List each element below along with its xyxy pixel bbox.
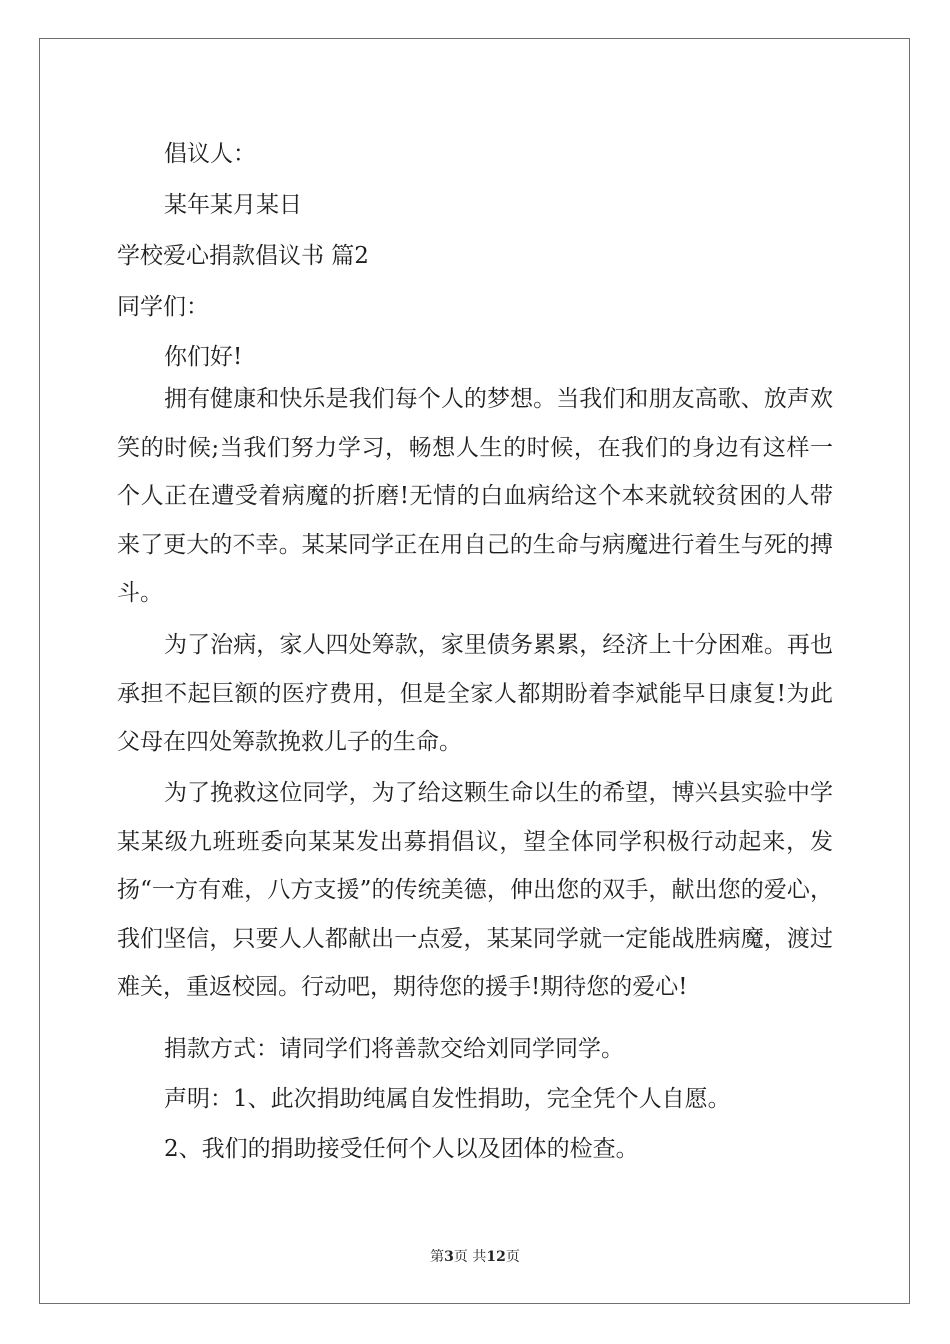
paragraph-1: 拥有健康和快乐是我们每个人的梦想。当我们和朋友高歌、放声欢笑的时候;当我们努力学习，畅想人生的时候，在我们的身边有这样一个人正在遭受着病魔的折磨!无情的白血病给这个本来就较贫困的人带来了更大的不幸。某某同学正在用自己的生命与病魔进行着生与死的搏斗。 <box>117 386 833 606</box>
proposer-line: 倡议人： <box>164 141 256 167</box>
footer-page-number: 3 <box>444 1249 454 1265</box>
date-line: 某年某月某日 <box>164 192 302 218</box>
salutation: 同学们： <box>117 294 209 320</box>
greeting: 你们好! <box>164 344 243 370</box>
footer-total-pages: 12 <box>486 1249 506 1265</box>
statement-2: 2、我们的捐助接受任何个人以及团体的检查。 <box>164 1136 639 1162</box>
page-footer <box>0 1246 950 1266</box>
section-title: 学校爱心捐款倡议书 篇2 <box>117 243 369 269</box>
statement-1: 声明：1、此次捐助纯属自发性捐助，完全凭个人自愿。 <box>164 1086 731 1112</box>
footer-page-mid: 页 共 <box>453 1249 487 1265</box>
donation-method: 捐款方式：请同学们将善款交给刘同学同学。 <box>164 1036 624 1062</box>
footer-page-suffix: 页 <box>505 1249 520 1265</box>
paragraph-3: 为了挽救这位同学，为了给这颗生命以生的希望，博兴县实验中学某某级九班班委向某某发出募捐倡议，望全体同学积极行动起来，发扬“一方有难，八方支援”的传统美德，伸出您的双手，献出您的爱心，我们坚信，只要人人都献出一点爱，某某同学就一定能战胜病魔，渡过难关，重返校园。行动吧，期待您的援手!期待您的爱心! <box>117 780 833 1000</box>
footer-page-prefix: 第 <box>430 1249 445 1265</box>
paragraph-2: 为了治病，家人四处筹款，家里债务累累，经济上十分困难。再也承担不起巨额的医疗费用，但是全家人都期盼着李斌能早日康复!为此父母在四处筹款挽救儿子的生命。 <box>117 632 833 755</box>
